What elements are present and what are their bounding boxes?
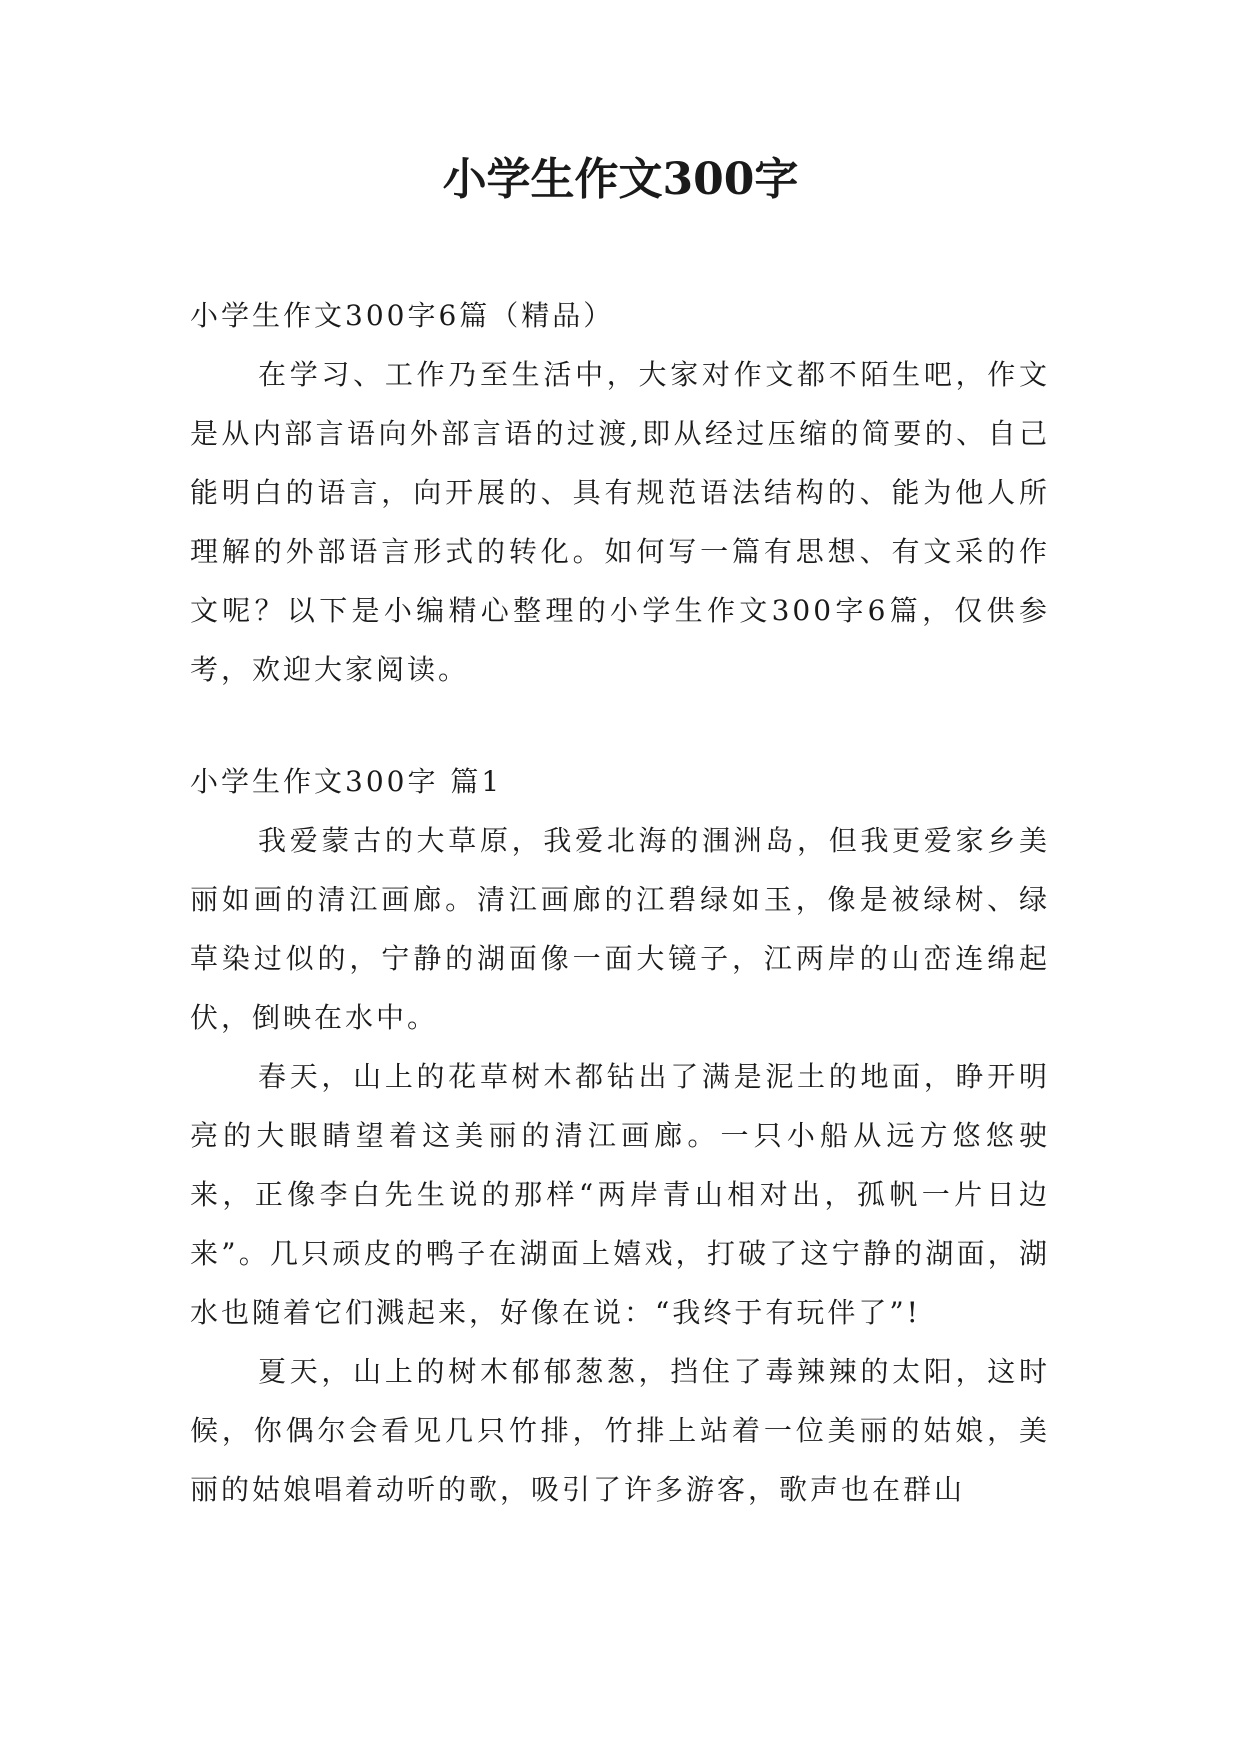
section-heading: 小学生作文300字 篇1: [190, 765, 503, 798]
document-title: 小学生作文300字: [442, 154, 799, 205]
document-subtitle: 小学生作文300字6篇（精品）: [190, 299, 615, 332]
body-paragraph: 春天，山上的花草树木都钻出了满是泥土的地面，睁开明亮的大眼睛望着这美丽的清江画廊。一只小船从远方悠悠驶来，正像李白先生说的那样“两岸青山相对出，孤帆一片日边来”。几只顽皮的鸭子在湖面上嬉戏，打破了这宁静的湖面，湖水也随着它们溅起来，好像在说：“我终于有玩伴了”!: [190, 1060, 1050, 1329]
body-paragraph: 夏天，山上的树木郁郁葱葱，挡住了毒辣辣的太阳，这时候，你偶尔会看见几只竹排，竹排上站着一位美丽的姑娘，美丽的姑娘唱着动听的歌，吸引了许多游客，歌声也在群山: [190, 1355, 1050, 1506]
body-paragraph: 我爱蒙古的大草原，我爱北海的涠洲岛，但我更爱家乡美丽如画的清江画廊。清江画廊的江碧绿如玉，像是被绿树、绿草染过似的，宁静的湖面像一面大镜子，江两岸的山峦连绵起伏，倒映在水中。: [190, 824, 1050, 1034]
document-body: [190, 286, 1050, 1519]
section-spacer: [190, 699, 1050, 752]
intro-paragraph: 在学习、工作乃至生活中，大家对作文都不陌生吧，作文是从内部言语向外部言语的过渡,即从经过压缩的简要的、自己能明白的语言，向开展的、具有规范语法结构的、能为他人所理解的外部语言形式的转化。如何写一篇有思想、有文采的作文呢？以下是小编精心整理的小学生作文300字6篇，仅供参考，欢迎大家阅读。: [190, 358, 1050, 686]
